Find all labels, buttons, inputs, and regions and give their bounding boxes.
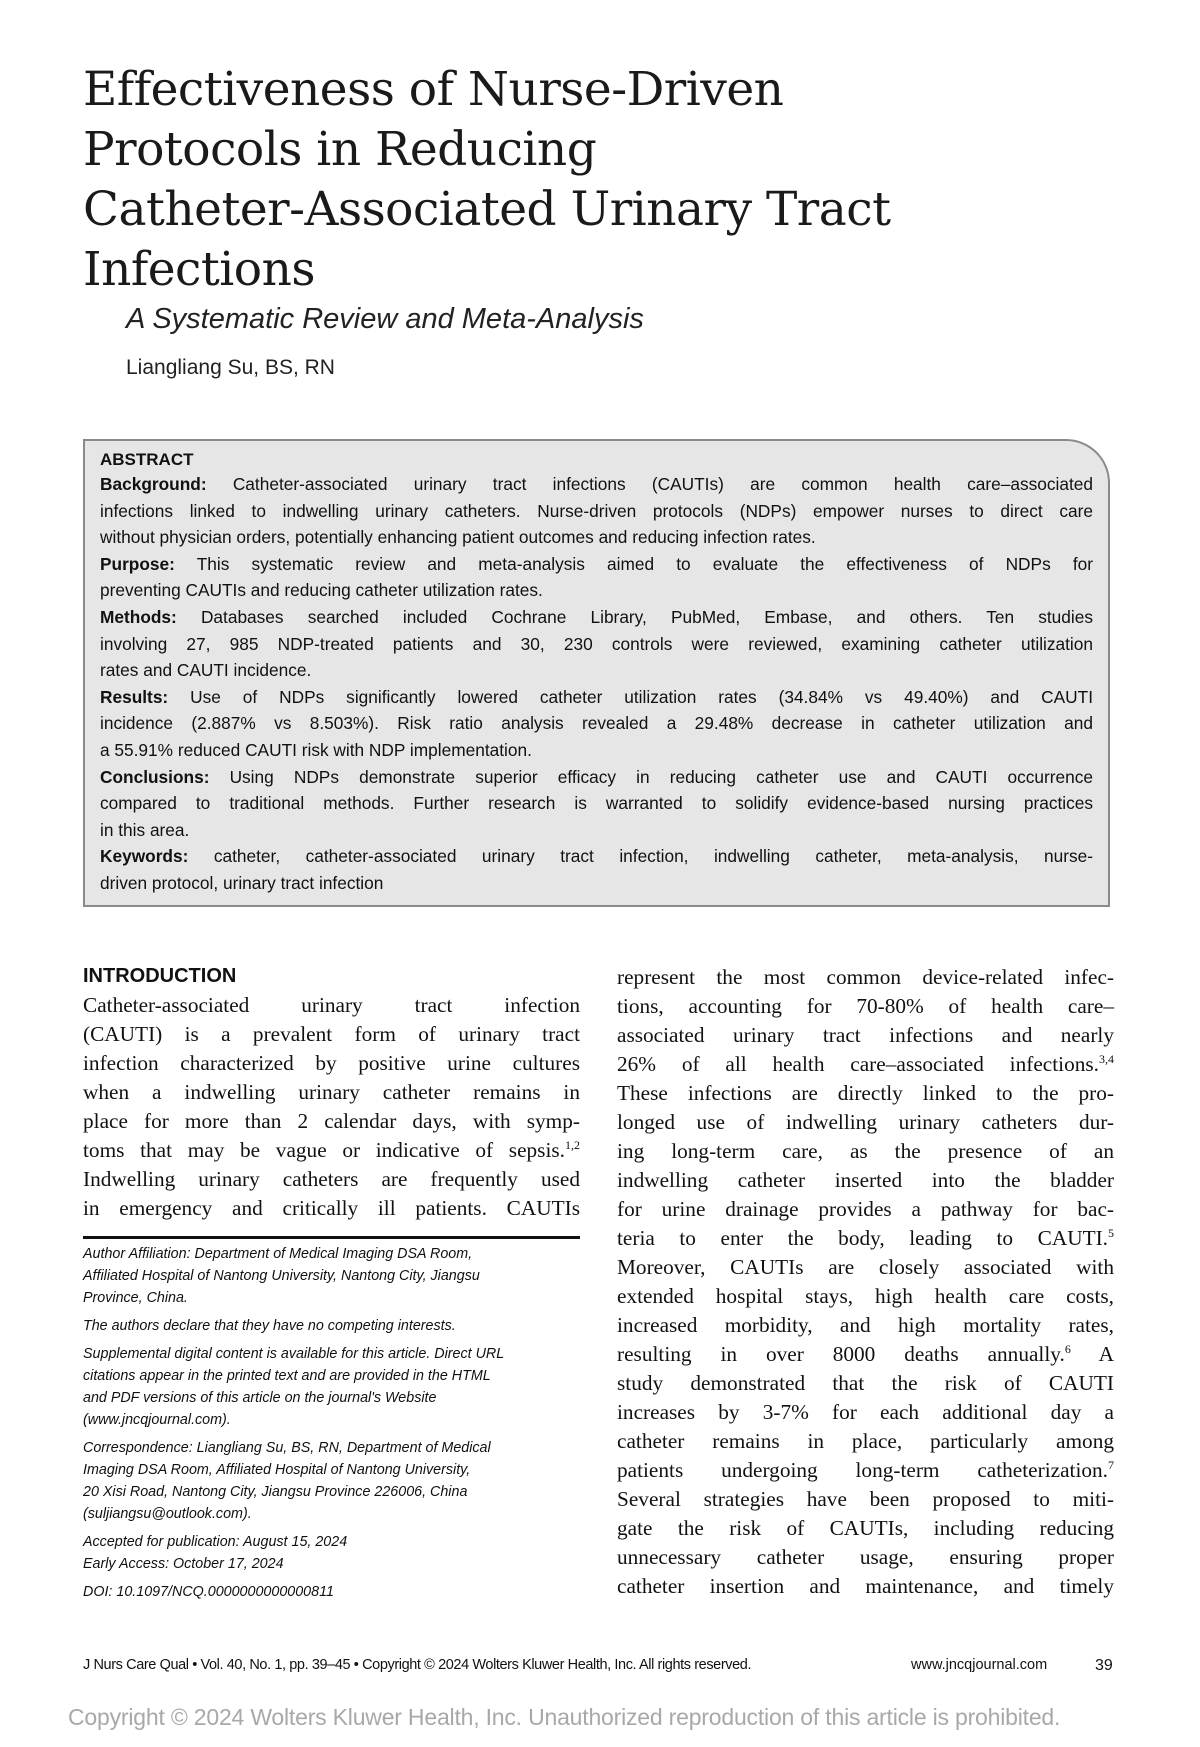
citation-reference: 1,2 [565, 1138, 580, 1152]
body-line [617, 1137, 1114, 1166]
citation-reference: 7 [1108, 1458, 1114, 1472]
body-line [83, 991, 580, 1020]
body-line [83, 1107, 580, 1136]
body-text: catheter insertion and maintenance, and timely [617, 1574, 1114, 1598]
body-line [617, 1108, 1114, 1137]
body-text: unnecessary catheter usage, ensuring proper [617, 1545, 1114, 1569]
footnote [83, 1243, 580, 1309]
abstract-section-background [100, 471, 1093, 551]
abstract-line [100, 764, 1093, 791]
body-text: place for more than 2 calendar days, with symp- [83, 1109, 580, 1133]
abstract-line [100, 790, 1093, 817]
footnote-line: citations appear in the printed text and are provided in the HTML [83, 1368, 491, 1384]
body-line [617, 1253, 1114, 1282]
footnote-line: DOI: 10.1097/NCQ.0000000000000811 [83, 1584, 334, 1600]
body-text: catheter remains in place, particularly among [617, 1429, 1114, 1453]
abstract-text: Use of NDPs significantly lowered catheter utilization rates (34.84% vs 49.40%) and CAUTI [190, 686, 1093, 707]
abstract-text: driven protocol, urinary tract infection [100, 872, 384, 893]
footnote-line: Early Access: October 17, 2024 [83, 1556, 284, 1572]
copyright-watermark: Copyright © 2024 Wolters Kluwer Health, Inc. Unauthorized reproduction of this article is prohibited. [68, 1704, 1061, 1730]
body-column-left [83, 991, 580, 1223]
footnote-line: Correspondence: Liangliang Su, BS, RN, Department of Medical [83, 1440, 491, 1456]
body-line [617, 1543, 1114, 1572]
abstract-text: Catheter-associated urinary tract infections (CAUTIs) are common health care–associated [232, 474, 1093, 494]
body-line [83, 1136, 580, 1165]
body-text: infection characterized by positive urine cultures [83, 1051, 580, 1075]
body-line [83, 1049, 580, 1078]
body-text: tions, accounting for 70-80% of health care– [617, 994, 1114, 1018]
footnote-line: (suljiangsu@outlook.com). [83, 1506, 252, 1522]
body-text: when a indwelling urinary catheter remains in [83, 1080, 580, 1104]
abstract-label: Results: [100, 686, 169, 707]
body-line [617, 1282, 1114, 1311]
abstract-line [100, 870, 1093, 897]
abstract-text: infections linked to indwelling urinary catheters. Nurse-driven protocols (NDPs) empower nurses to direct care [100, 500, 1093, 521]
article-title [83, 60, 1083, 300]
abstract-section-methods [100, 604, 1093, 684]
abstract-line [100, 657, 1093, 684]
abstract-line [100, 684, 1093, 711]
body-line [617, 1398, 1114, 1427]
article-subtitle: A Systematic Review and Meta-Analysis [126, 303, 644, 335]
body-line [83, 1194, 580, 1223]
body-line [617, 1311, 1114, 1340]
body-line [617, 1195, 1114, 1224]
body-text: represent the most common device-related infec- [617, 965, 1114, 989]
body-line [617, 1021, 1114, 1050]
footnote-line: Accepted for publication: August 15, 2024 [83, 1534, 348, 1550]
body-line [617, 1079, 1114, 1108]
abstract-line [100, 577, 1093, 604]
body-text: teria to enter the body, leading to CAUTI. [617, 1226, 1108, 1250]
abstract-text: in this area. [100, 819, 190, 840]
abstract-line [100, 843, 1093, 870]
abstract-section-keywords [100, 843, 1093, 896]
title-line: Protocols in Reducing [83, 122, 597, 177]
abstract-line [100, 631, 1093, 658]
body-line [617, 963, 1114, 992]
footnote [83, 1531, 580, 1575]
footnote [83, 1581, 580, 1603]
footnote-line: Imaging DSA Room, Affiliated Hospital of Nantong University, [83, 1462, 471, 1478]
abstract-text: catheter, catheter-associated urinary tract infection, indwelling catheter, meta-analysis, nurse- [213, 846, 1093, 867]
citation-reference: 3,4 [1099, 1052, 1114, 1066]
title-line: Catheter-Associated Urinary Tract [83, 182, 891, 237]
abstract-text: compared to traditional methods. Further research is warranted to solidify evidence-based nursing practices [100, 793, 1093, 814]
abstract-line [100, 737, 1093, 764]
footnote-line: Supplemental digital content is available for this article. Direct URL [83, 1346, 505, 1362]
footnote-line: Affiliated Hospital of Nantong University, Nantong City, Jiangsu [83, 1268, 480, 1284]
footnote-line: The authors declare that they have no competing interests. [83, 1318, 456, 1334]
body-text: longed use of indwelling urinary catheters dur- [617, 1110, 1114, 1134]
abstract-section-results [100, 684, 1093, 764]
citation-reference: 6 [1064, 1342, 1071, 1356]
abstract-line [100, 817, 1093, 844]
abstract-label: Methods: [100, 606, 177, 627]
page-number: 39 [1095, 1657, 1113, 1674]
abstract-section-conclusions [100, 764, 1093, 844]
journal-website-link[interactable]: www.jncqjournal.com [911, 1657, 1048, 1673]
footnotes [83, 1243, 580, 1609]
body-line [83, 1165, 580, 1194]
abstract-line [100, 498, 1093, 525]
body-text: ing long-term care, as the presence of an [617, 1139, 1114, 1163]
abstract-text: incidence (2.887% vs 8.503%). Risk ratio analysis revealed a 29.48% decrease in catheter utilization and [100, 713, 1093, 734]
abstract-text: involving 27, 985 NDP-treated patients and 30, 230 controls were reviewed, examining catheter utilization [100, 633, 1093, 654]
title-line: Effectiveness of Nurse-Driven [83, 62, 784, 117]
body-text: (CAUTI) is a prevalent form of urinary tract [83, 1022, 580, 1046]
abstract-label: Purpose: [100, 553, 175, 574]
body-line [617, 1369, 1114, 1398]
footnote-line: (www.jncqjournal.com). [83, 1412, 231, 1428]
body-text: extended hospital stays, high health care costs, [617, 1284, 1114, 1308]
body-line [617, 1050, 1114, 1079]
abstract-text: preventing CAUTIs and reducing catheter utilization rates. [100, 580, 543, 601]
abstract-text: Databases searched included Cochrane Library, PubMed, Embase, and others. Ten studies [200, 606, 1093, 627]
body-line [617, 1456, 1114, 1485]
abstract-box [83, 439, 1110, 907]
body-text: toms that may be vague or indicative of sepsis. [83, 1138, 565, 1162]
body-text: in emergency and critically ill patients. CAUTIs [83, 1196, 580, 1220]
body-text: Indwelling urinary catheters are frequently used [83, 1167, 580, 1191]
abstract-line [100, 524, 1093, 551]
abstract-text: a 55.91% reduced CAUTI risk with NDP implementation. [100, 739, 532, 760]
body-text: gate the risk of CAUTIs, including reducing [617, 1516, 1114, 1540]
abstract-line [100, 710, 1093, 737]
body-line [617, 1427, 1114, 1456]
abstract-label: Background: [100, 474, 207, 494]
body-line [617, 1340, 1114, 1369]
footnote [83, 1343, 580, 1431]
body-text: associated urinary tract infections and nearly [617, 1023, 1114, 1047]
body-line [83, 1078, 580, 1107]
footnote-divider [83, 1236, 580, 1239]
abstract-line [100, 471, 1093, 498]
introduction-heading: INTRODUCTION [83, 965, 237, 987]
body-text: indwelling catheter inserted into the bladder [617, 1168, 1114, 1192]
footnote-line: Author Affiliation: Department of Medical Imaging DSA Room, [83, 1246, 473, 1262]
body-line [617, 1485, 1114, 1514]
body-text: increased morbidity, and high mortality rates, [617, 1313, 1114, 1337]
footnote-line: and PDF versions of this article on the journal's Website [83, 1390, 437, 1406]
body-text: study demonstrated that the risk of CAUTI [617, 1371, 1114, 1395]
body-line [83, 1020, 580, 1049]
body-line [617, 1224, 1114, 1253]
author-byline: Liangliang Su, BS, RN [126, 356, 335, 379]
abstract-label: Keywords: [100, 846, 189, 867]
body-text: Catheter-associated urinary tract infection [83, 993, 580, 1017]
abstract-text: Using NDPs demonstrate superior efficacy in reducing catheter use and CAUTI occurrence [229, 766, 1093, 787]
abstract-body [100, 471, 1093, 897]
abstract-text: without physician orders, potentially enhancing patient outcomes and reducing infection rates. [100, 527, 816, 548]
citation-reference: 5 [1108, 1226, 1114, 1240]
body-column-right [617, 963, 1114, 1601]
footnote-line: 20 Xisi Road, Nantong City, Jiangsu Province 226006, China [83, 1484, 468, 1500]
footnote [83, 1315, 580, 1337]
journal-citation: J Nurs Care Qual • Vol. 40, No. 1, pp. 39–45 • Copyright © 2024 Wolters Kluwer Health, Inc. All rights reserved. [83, 1657, 752, 1673]
abstract-heading: ABSTRACT [100, 450, 194, 469]
body-text: A [1070, 1342, 1114, 1366]
body-text: patients undergoing long-term catheterization. [617, 1458, 1108, 1482]
abstract-text: rates and CAUTI incidence. [100, 660, 312, 681]
body-text: These infections are directly linked to the pro- [617, 1081, 1114, 1105]
body-line [617, 1166, 1114, 1195]
footnote [83, 1437, 580, 1525]
abstract-line [100, 604, 1093, 631]
abstract-label: Conclusions: [100, 766, 210, 787]
abstract-line [100, 551, 1093, 578]
body-text: for urine drainage provides a pathway for bac- [617, 1197, 1114, 1221]
body-line [617, 992, 1114, 1021]
body-text: increases by 3-7% for each additional day a [617, 1400, 1114, 1424]
body-text: Moreover, CAUTIs are closely associated with [617, 1255, 1114, 1279]
title-line: Infections [83, 242, 315, 297]
body-text: Several strategies have been proposed to miti- [617, 1487, 1114, 1511]
abstract-section-purpose [100, 551, 1093, 604]
body-line [617, 1514, 1114, 1543]
body-line [617, 1572, 1114, 1601]
abstract-text: This systematic review and meta-analysis aimed to evaluate the effectiveness of NDPs for [196, 553, 1093, 574]
body-text: 26% of all health care–associated infections. [617, 1052, 1099, 1076]
body-text: resulting in over 8000 deaths annually. [617, 1342, 1065, 1366]
footnote-line: Province, China. [83, 1290, 188, 1306]
